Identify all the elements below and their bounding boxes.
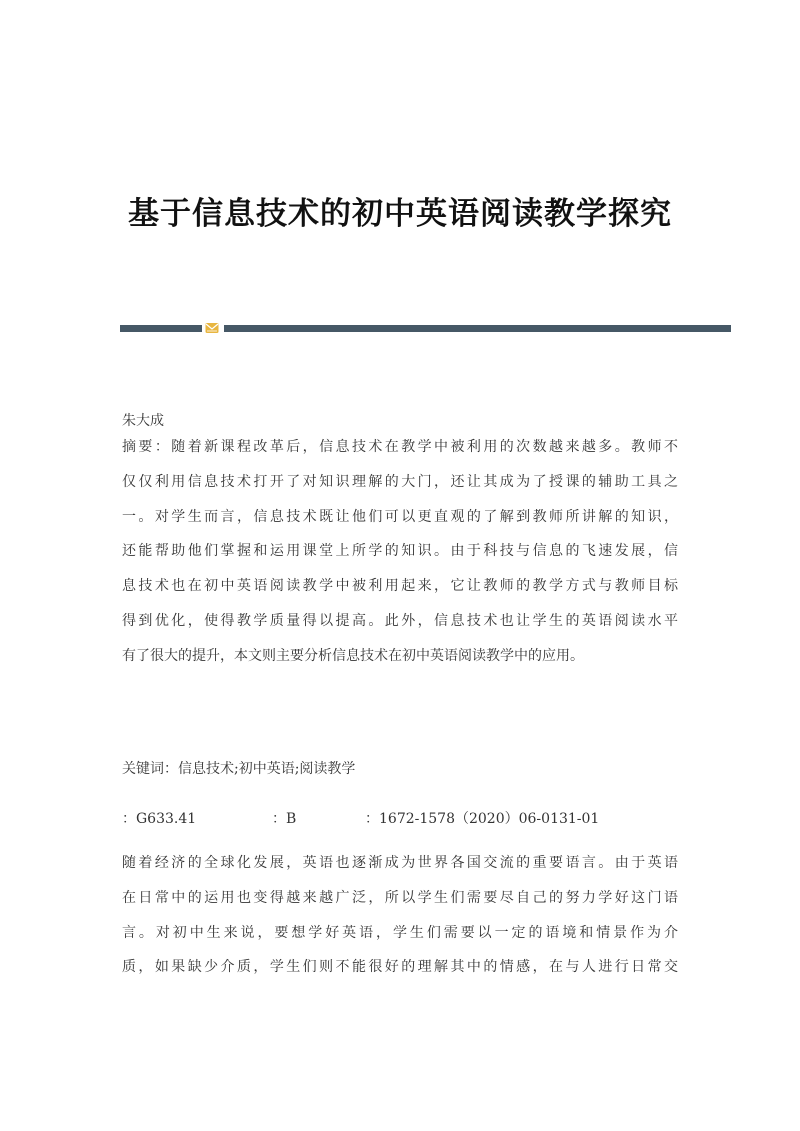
clc-number: ：G633.41: [122, 811, 197, 827]
title-divider-right: [224, 325, 731, 332]
abstract-line: 一。对学生而言，信息技术既让他们可以更直观的了解到教师所讲解的知识，: [122, 508, 678, 525]
abstract-line: 息技术也在初中英语阅读教学中被利用起来，它让教师的教学方式与教师目标: [122, 578, 678, 595]
paper-title: 基于信息技术的初中英语阅读教学探究: [128, 196, 672, 232]
abstract-line: 还能帮助他们掌握和运用课堂上所学的知识。由于科技与信息的飞速发展，信: [122, 543, 678, 560]
article-number: ：1672-1578（2020）06-0131-01: [365, 811, 600, 827]
body-paragraph: [122, 846, 678, 985]
document-code: ：B: [272, 811, 297, 827]
author-name: 朱大成: [122, 413, 164, 429]
abstract-line: 仅仅利用信息技术打开了对知识理解的大门，还让其成为了授课的辅助工具之: [122, 473, 678, 490]
abstract-line: 得到优化，使得教学质量得以提高。此外，信息技术也让学生的英语阅读水平: [122, 612, 678, 629]
abstract-line: 有了很大的提升，本文则主要分析信息技术在初中英语阅读教学中的应用。: [122, 647, 584, 664]
abstract-line: 摘要：随着新课程改革后，信息技术在教学中被利用的次数越来越多。教师不: [122, 439, 678, 455]
envelope-icon: [205, 322, 219, 334]
body-line: 言。对初中生来说，要想学好英语，学生们需要以一定的语境和情景作为介: [122, 924, 678, 941]
body-line: 随着经济的全球化发展，英语也逐渐成为世界各国交流的重要语言。由于英语: [122, 855, 678, 871]
body-line: 在日常中的运用也变得越来越广泛，所以学生们需要尽自己的努力学好这门语: [122, 889, 678, 906]
title-divider-left: [120, 325, 202, 332]
body-line: 质，如果缺少介质，学生们则不能很好的理解其中的情感，在与人进行日常交: [122, 959, 678, 976]
keywords: 关键词：信息技术;初中英语;阅读教学: [122, 761, 356, 777]
abstract-paragraph: [122, 430, 678, 674]
